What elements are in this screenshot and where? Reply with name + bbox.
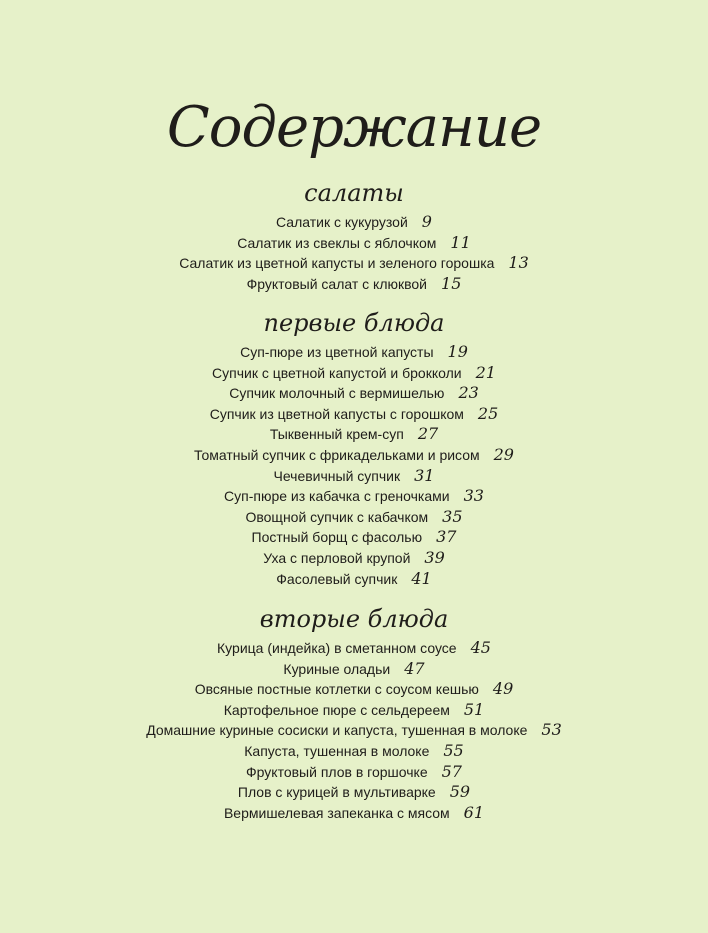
entry-title: Суп-пюре из кабачка с греночками [224, 488, 450, 505]
section-second-courses [0, 604, 708, 823]
entry-title: Фруктовый салат с клюквой [246, 275, 428, 292]
entry-title: Овощной супчик с кабачком [245, 508, 429, 525]
entry-page-number: 57 [441, 761, 462, 781]
entry-page-number: 15 [441, 273, 462, 293]
toc-entry [0, 383, 708, 404]
toc-entry [0, 342, 708, 363]
entry-page-number: 39 [424, 547, 445, 567]
toc-entry [0, 445, 708, 466]
entry-page-number: 61 [463, 802, 485, 822]
toc-entry [0, 233, 708, 254]
entry-page-number: 59 [449, 782, 471, 802]
entry-title: Салатик с кукурузой [276, 214, 408, 230]
entry-title: Тыквенный крем-суп [269, 426, 404, 443]
entry-title: Картофельное пюре с сельдереем [223, 701, 450, 718]
entry-title: Уха с перловой крупой [263, 549, 411, 566]
toc-entry [0, 803, 708, 824]
toc-entry [0, 569, 708, 590]
entry-page-number: 23 [458, 383, 479, 403]
toc-entry [0, 424, 708, 445]
entry-page-number: 11 [450, 232, 471, 252]
section-salads [0, 178, 708, 294]
toc-entry [0, 527, 708, 548]
entry-title: Куриные оладьи [283, 660, 391, 677]
entry-page-number: 55 [443, 740, 464, 760]
entry-list [0, 342, 708, 589]
entry-page-number: 51 [463, 699, 485, 719]
toc-entry [0, 762, 708, 783]
toc-entry [0, 253, 708, 274]
entry-title: Плов с курицей в мультиварке [237, 784, 436, 801]
section-first-courses [0, 308, 708, 589]
entry-title: Суп-пюре из цветной капусты [240, 344, 434, 360]
toc-entry [0, 720, 708, 741]
section-title: вторые блюда [259, 605, 449, 633]
toc-entry [0, 700, 708, 721]
toc-entry [0, 679, 708, 700]
toc-entry [0, 466, 708, 487]
section-title: салаты [304, 179, 404, 207]
entry-title: Домашние куриные сосиски и капуста, тушенная в молоке [146, 722, 528, 739]
page-title: Содержание [166, 95, 542, 160]
entry-title: Салатик из свеклы с яблочком [237, 234, 437, 251]
entry-title: Фруктовый плов в горшочке [246, 763, 428, 780]
entry-page-number: 21 [475, 362, 496, 382]
entry-title: Салатик из цветной капусты и зеленого горошка [179, 255, 495, 272]
entry-title: Капуста, тушенная в молоке [244, 742, 430, 759]
entry-title: Супчик из цветной капусты с горошком [209, 405, 464, 422]
toc-entry [0, 274, 708, 295]
entry-title: Овсяные постные котлетки с соусом кешью [194, 681, 479, 698]
entry-page-number: 49 [492, 679, 514, 699]
entry-title: Постный борщ с фасолью [251, 529, 423, 546]
entry-page-number: 25 [477, 403, 499, 423]
toc-entry [0, 782, 708, 803]
toc-entry [0, 638, 708, 659]
entry-page-number: 47 [404, 658, 425, 678]
section-title: первые блюда [263, 309, 445, 337]
entry-page-number: 37 [436, 527, 457, 547]
entry-page-number: 9 [421, 212, 432, 231]
entry-page-number: 45 [470, 638, 491, 657]
entry-title: Чечевичный супчик [273, 467, 401, 484]
entry-page-number: 19 [447, 342, 468, 361]
toc-entry [0, 548, 708, 569]
entry-page-number: 35 [442, 506, 463, 526]
entry-title: Курица (индейка) в сметанном соусе [217, 640, 457, 656]
entry-page-number: 27 [417, 424, 439, 444]
entry-page-number: 13 [508, 253, 529, 273]
entry-page-number: 31 [414, 465, 435, 485]
toc-entry [0, 659, 708, 680]
entry-list [0, 212, 708, 294]
toc-entry [0, 507, 708, 528]
toc-entry [0, 486, 708, 507]
entry-list [0, 638, 708, 823]
entry-page-number: 29 [493, 444, 514, 464]
toc-entry [0, 741, 708, 762]
toc-entry [0, 363, 708, 384]
entry-title: Фасолевый супчик [276, 570, 398, 587]
entry-title: Вермишелевая запеканка с мясом [223, 804, 450, 821]
entry-page-number: 41 [411, 568, 432, 588]
entry-page-number: 33 [463, 486, 484, 506]
entry-title: Томатный супчик с фрикадельками и рисом [194, 446, 480, 463]
entry-title: Супчик молочный с вермишелью [229, 385, 445, 402]
toc-entry [0, 404, 708, 425]
entry-page-number: 53 [541, 720, 562, 740]
toc-entry [0, 212, 708, 233]
entry-title: Супчик с цветной капустой и брокколи [212, 364, 462, 381]
